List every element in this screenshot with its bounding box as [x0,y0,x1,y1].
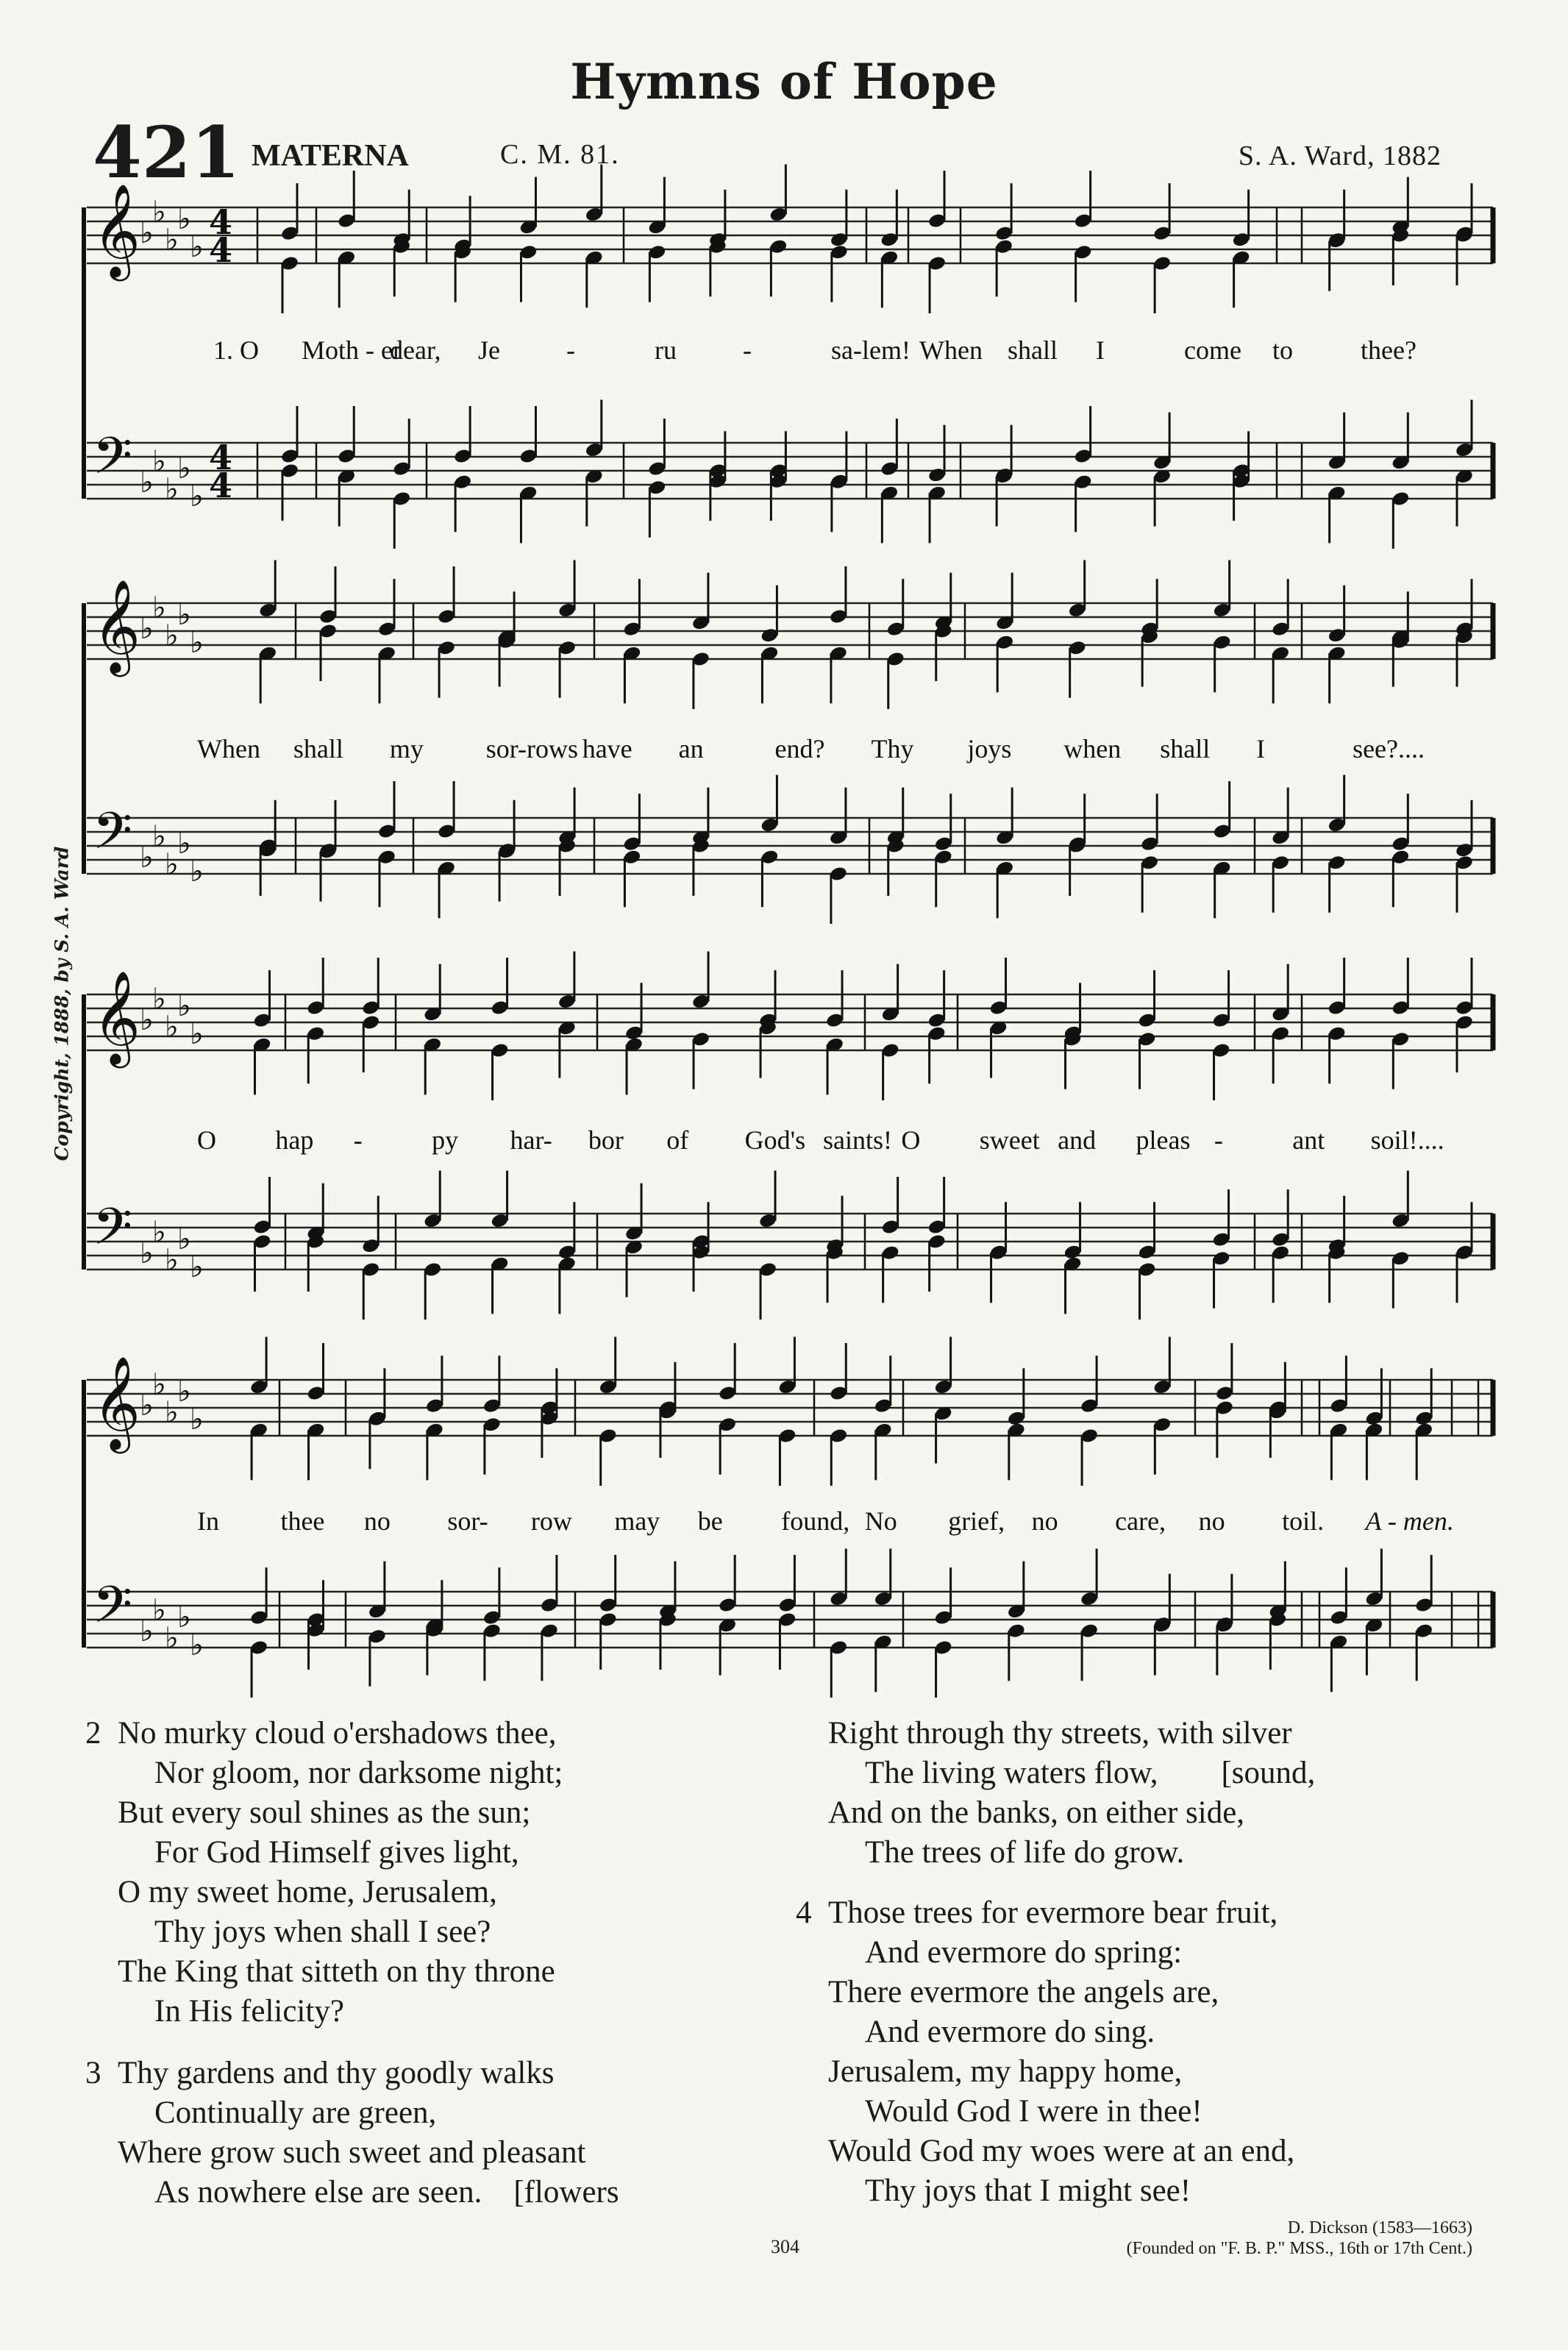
stanza-line: And on the banks, on either side, [828,1795,1245,1830]
time-signature-digit: 4 [209,230,233,271]
stanza-line: Thy joys when shall I see? [154,1915,491,1949]
stanza-line: Thy gardens and thy goodly walks [118,2056,555,2090]
lyric-syllable: Je [478,335,500,365]
lyric-syllable: dear, [390,335,441,365]
flat-icon: ♭ [152,819,166,854]
flat-icon: ♭ [177,1375,191,1409]
tune-name: MATERNA [252,139,409,173]
flat-icon: ♭ [152,1593,166,1628]
bass-clef-icon: 𝄢 [93,426,133,499]
lyric-syllable: I [1256,734,1266,763]
lyric-syllable: sweet [979,1125,1040,1155]
lyric-syllable: when [1063,734,1122,763]
lyric-syllable: ant [1292,1125,1325,1155]
stanza-line: The trees of life do grow. [865,1835,1185,1870]
flat-icon: ♭ [190,230,204,264]
flat-icon: ♭ [152,195,166,229]
page-header-title: Hymns of Hope [570,53,998,110]
bass-clef-icon: 𝄢 [93,801,133,874]
lyric-syllable: sor- [447,1506,488,1536]
stanza-line: As nowhere else are seen. [flowers [154,2175,619,2210]
lyric-syllable: I [1096,335,1105,365]
flat-icon: ♭ [177,827,191,861]
treble-clef-icon: 𝄞 [93,182,141,277]
stanza-line: There evermore the angels are, [828,1975,1219,2009]
lyric-syllable: see?.... [1353,734,1425,763]
lyric-syllable: thee [280,1506,325,1536]
stanza-line: No murky cloud o'ershadows thee, [118,1716,557,1751]
lyric-syllable: row [530,1506,572,1536]
lyric-syllable: - [743,335,752,365]
lyric-syllable: joys [967,734,1012,763]
page-number: 304 [771,2236,799,2257]
stanza-line: The living waters flow, [sound, [865,1756,1316,1790]
flat-icon: ♭ [177,202,191,236]
flat-icon: ♭ [165,223,179,257]
flat-icon: ♭ [165,847,179,882]
time-signature-digit: 4 [209,466,233,506]
stanza-line: Would God I were in thee! [865,2094,1202,2129]
lyric-syllable: - [566,335,575,365]
lyric-syllable: pleas [1136,1125,1191,1155]
lyric-syllable: When [919,335,983,365]
hymn-meter: C. M. 81. [500,139,620,170]
stanza-number: 3 [85,2056,101,2090]
flat-icon: ♭ [152,1215,166,1250]
bass-clef-icon: 𝄢 [93,1575,133,1648]
lyric-syllable: When [197,734,260,763]
flat-icon: ♭ [152,982,166,1016]
flat-icon: ♭ [190,1403,204,1436]
lyric-syllable: no [1031,1506,1058,1536]
lyric-syllable: No [864,1506,897,1536]
flat-icon: ♭ [140,1614,154,1648]
lyric-syllable: be [697,1506,723,1536]
flat-icon: ♭ [177,1222,191,1256]
stanza-3 [85,2054,619,2212]
flat-icon: ♭ [165,619,179,653]
stanza-line: Right through thy streets, with silver [828,1716,1292,1751]
lyric-syllable: end? [774,734,825,763]
time-signature-digit: 4 [209,438,233,478]
lyric-syllable: Moth - er [302,335,402,365]
lyric-syllable: care, [1115,1506,1166,1536]
stanza-line: And evermore do spring: [865,1935,1183,1970]
stanza-line: Jerusalem, my happy home, [828,2054,1183,2089]
stanza-4 [796,1893,1295,2211]
stanza-line: Continually are green, [154,2096,437,2130]
lyric-syllable: sor-rows [485,734,579,763]
stanza-line: For God Himself gives light, [154,1835,519,1870]
flat-icon: ♭ [165,1395,179,1430]
flat-icon: ♭ [140,1003,154,1037]
lyric-syllable: ru [655,335,677,365]
lyric-syllable: In [197,1506,219,1536]
flat-icon: ♭ [152,444,166,479]
stanza-line: O my sweet home, Jerusalem, [118,1875,497,1909]
lyric-syllable: of [666,1125,689,1155]
flat-icon: ♭ [140,612,154,646]
lyric-syllable: 1. O [213,335,259,365]
lyric-syllable: shall [1008,335,1058,365]
stanza-line: Those trees for evermore bear fruit, [828,1895,1278,1930]
stanza-line: Would God my woes were at an end, [828,2134,1295,2168]
lyric-syllable: God's [744,1125,806,1155]
time-signature-digit: 4 [209,202,233,243]
lyric-syllable: grief, [948,1506,1005,1536]
flat-icon: ♭ [190,855,204,889]
lyric-syllable: shall [293,734,343,763]
flat-icon: ♭ [152,591,166,625]
lyric-syllable: - [1214,1125,1223,1155]
stanza-line: Thy joys that I might see! [865,2173,1191,2208]
flat-icon: ♭ [140,1389,154,1423]
lyric-syllable: no [363,1506,391,1536]
stanza-line: But every soul shines as the sun; [118,1795,531,1830]
lyric-syllable: O [197,1125,216,1155]
flat-icon: ♭ [190,1250,204,1284]
lyric-syllable: A - men. [1365,1506,1454,1536]
copyright-text: Copyright, 1888, by S. A. Ward [51,846,73,1161]
author-source: (Founded on "F. B. P." MSS., 16th or 17th Cent.) [1126,2239,1472,2258]
flat-icon: ♭ [152,1367,166,1402]
flat-icon: ♭ [165,472,179,507]
bass-clef-icon: 𝄢 [93,1197,133,1270]
treble-clef-icon: 𝄞 [93,1355,141,1450]
flat-icon: ♭ [140,841,154,875]
lyric-syllable: thee? [1361,335,1416,365]
lyric-syllable: may [614,1506,660,1536]
lyric-syllable: har- [510,1125,552,1155]
stanza-2 [85,1714,563,2032]
stanza-line: Nor gloom, nor darksome night; [154,1756,563,1790]
flat-icon: ♭ [177,1601,191,1634]
lyric-syllable: have [582,734,632,763]
lyric-syllable: bor [588,1125,624,1155]
lyric-syllable: py [432,1125,459,1155]
flat-icon: ♭ [165,1243,179,1278]
lyric-syllable: no [1198,1506,1225,1536]
lyric-syllable: hap [275,1125,314,1155]
flat-icon: ♭ [140,1236,154,1270]
author-credit [1127,2218,1472,2259]
stanza-number: 4 [796,1895,812,1930]
lyric-syllable: shall [1160,734,1211,763]
flat-icon: ♭ [190,626,204,660]
treble-clef-icon: 𝄞 [93,969,141,1064]
lyric-syllable: found, [781,1506,850,1536]
flat-icon: ♭ [177,598,191,632]
flat-icon: ♭ [177,452,191,485]
lyric-syllable: soil!.... [1370,1125,1444,1155]
lyric-syllable: my [389,734,424,763]
lyric-syllable: to [1272,335,1294,365]
lyric-syllable: O [901,1125,921,1155]
lyric-syllable: - [353,1125,363,1155]
lyric-syllable: Thy [871,734,914,763]
flat-icon: ♭ [177,989,191,1023]
lyric-syllable: saints! [823,1125,892,1155]
stanza-line: And evermore do sing. [865,2015,1155,2049]
treble-clef-icon: 𝄞 [93,578,141,673]
flat-icon: ♭ [165,1010,179,1044]
flat-icon: ♭ [190,1017,204,1051]
lyric-syllable: and [1058,1125,1097,1155]
stanza-line: In His felicity? [154,1994,344,2029]
hymn-number: 421 [93,111,240,194]
lyric-syllable: toil. [1282,1506,1325,1536]
lyric-syllable: sa-lem! [831,335,910,365]
flat-icon: ♭ [165,1621,179,1656]
stanza-number: 2 [85,1716,101,1751]
composer-credit: S. A. Ward, 1882 [1238,140,1442,171]
author-name: D. Dickson (1583—1663) [1287,2218,1472,2237]
flat-icon: ♭ [140,466,154,499]
lyric-syllable: an [678,734,704,763]
stanza-line: Where grow such sweet and pleasant [118,2135,586,2170]
stanza-3-continued [828,1714,1315,1873]
flat-icon: ♭ [190,480,204,513]
lyric-syllable: come [1184,335,1241,365]
flat-icon: ♭ [140,216,154,250]
flat-icon: ♭ [190,1628,204,1662]
stanza-line: The King that sitteth on thy throne [118,1954,555,1989]
